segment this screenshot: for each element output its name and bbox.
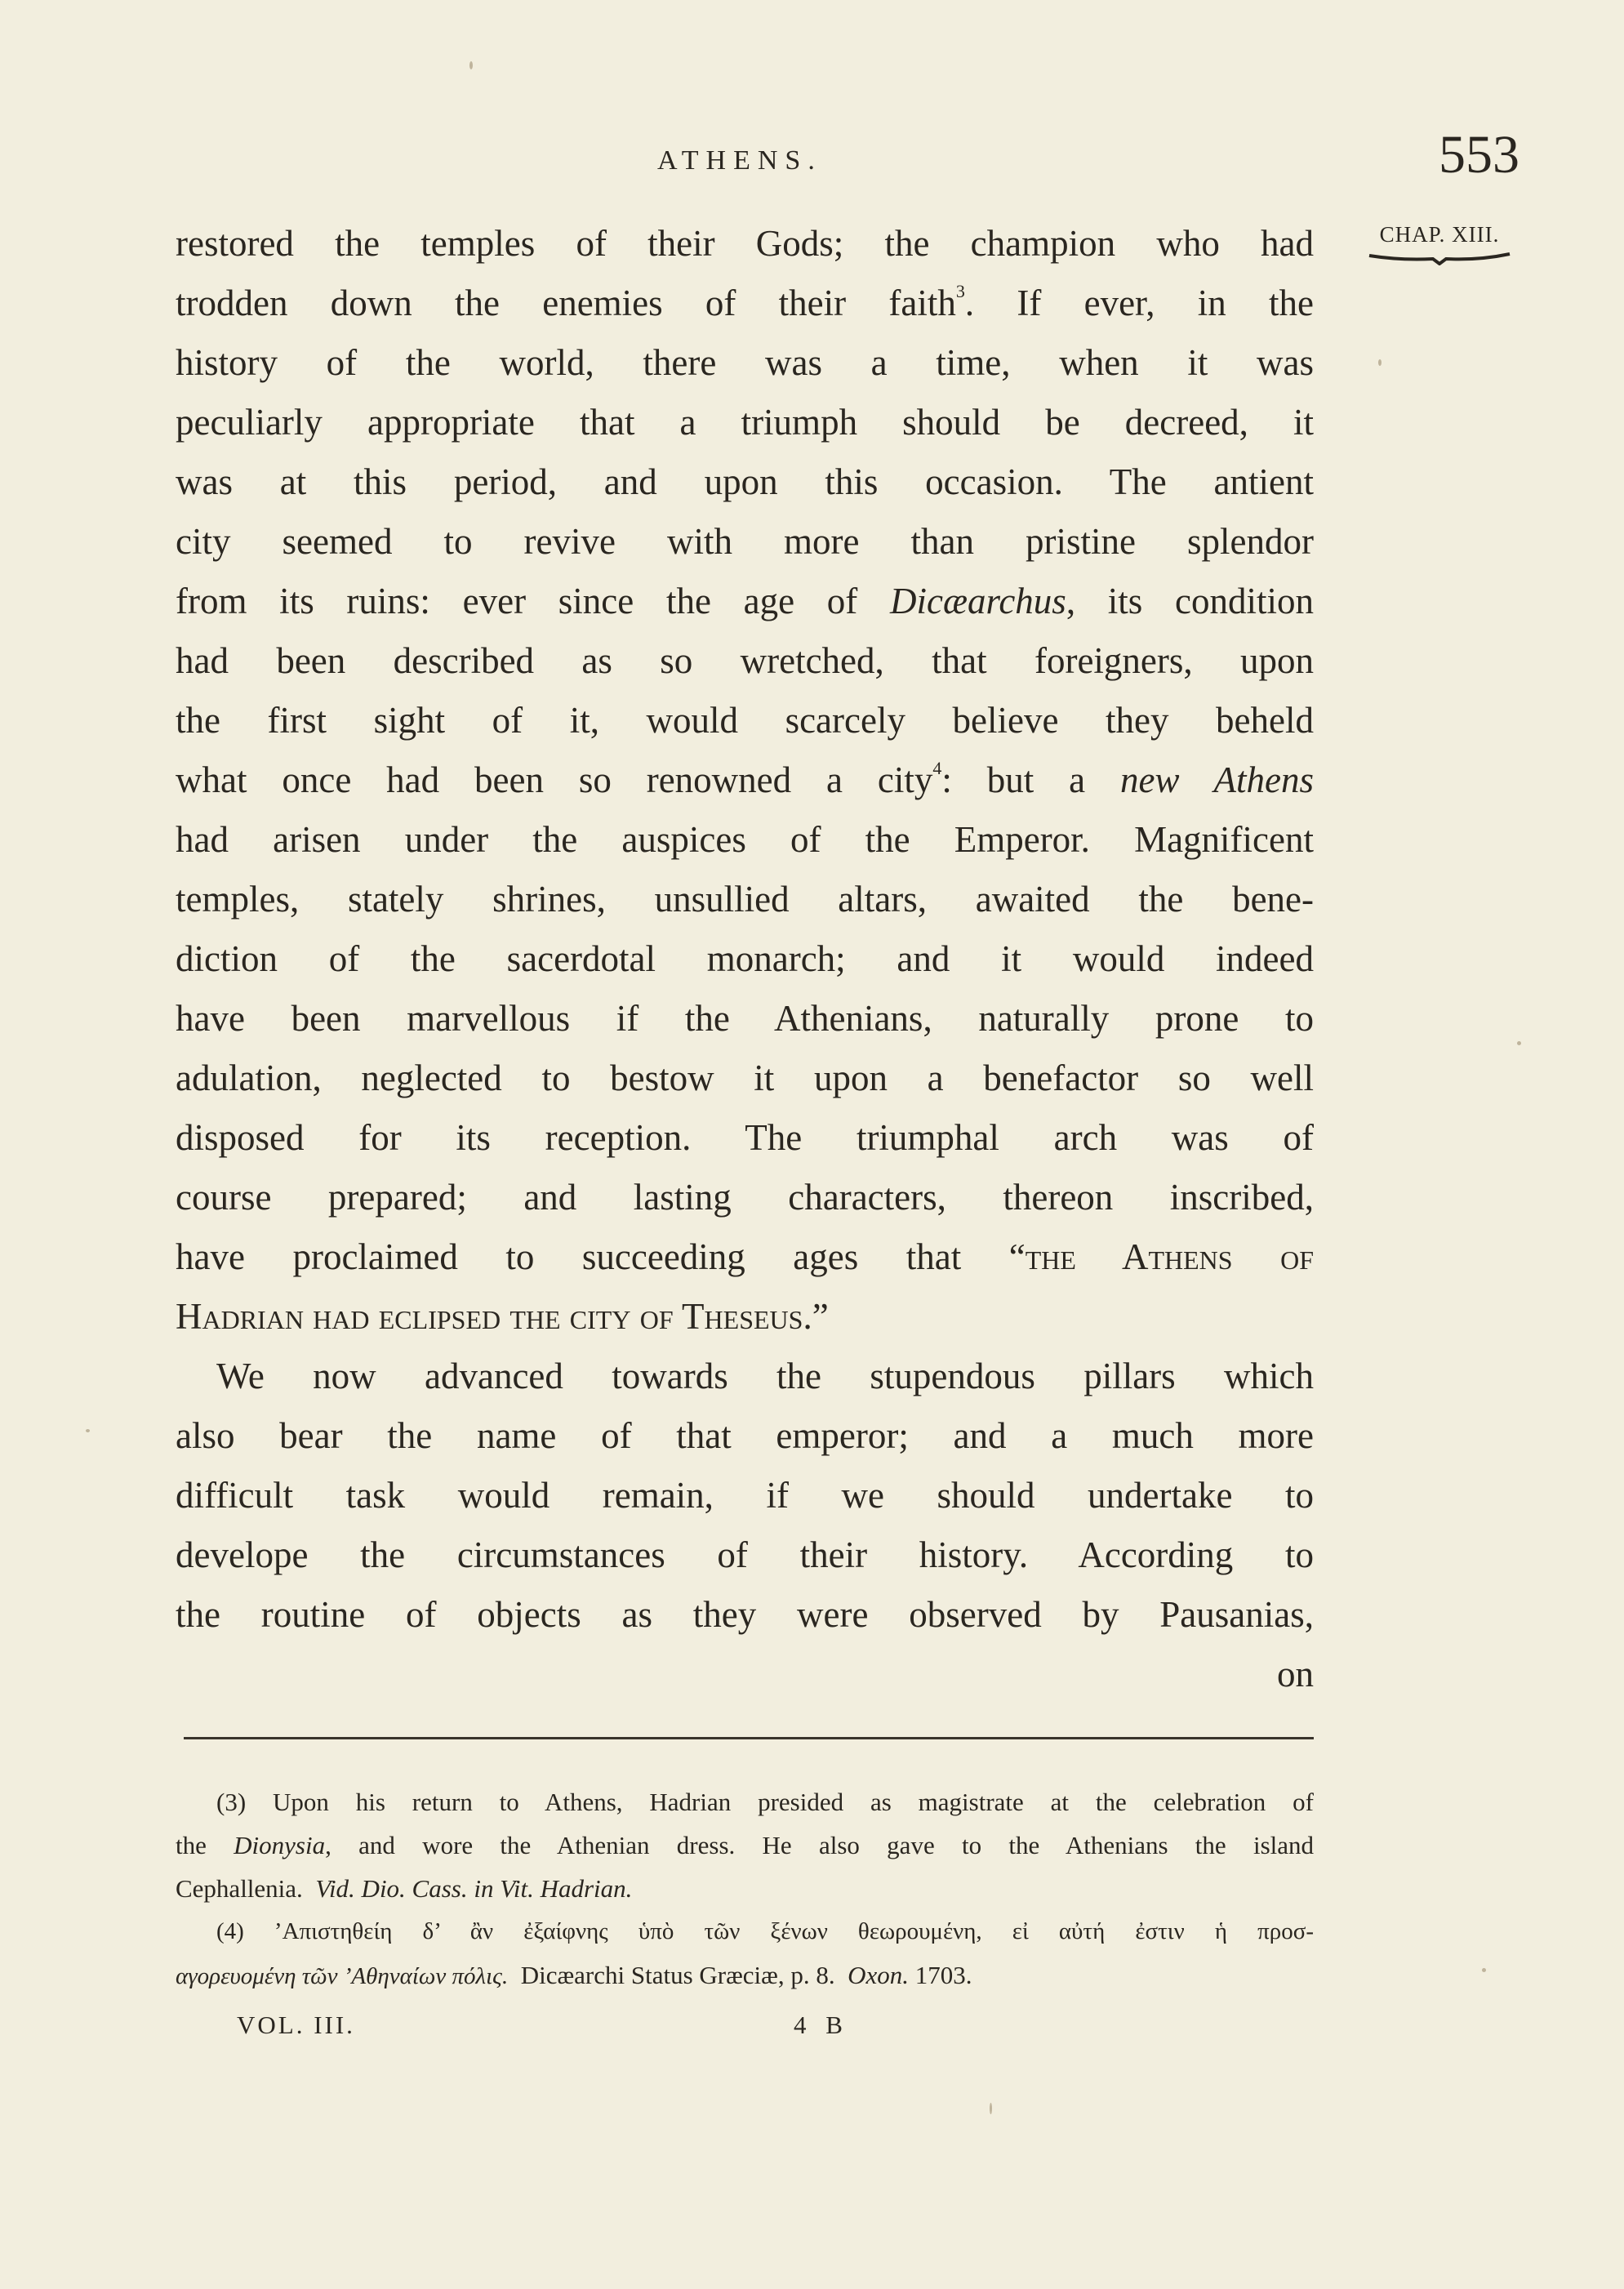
paper-speck: [990, 2103, 992, 2114]
text-line: have proclaimed to succeeding ages that “the Athens of: [176, 1236, 1314, 1277]
footnote-ref: 4: [932, 758, 942, 778]
footnote-3: (3) Upon his return to Athens, Hadrian presided as magistrate at the celebration of: [216, 1788, 1314, 1816]
text-line: the routine of objects as they were observed by Pausanias,: [176, 1594, 1314, 1635]
paper-speck: [1378, 359, 1382, 366]
chapter-label: CHAP. XIII.: [1379, 222, 1500, 247]
paper-speck: [86, 1429, 90, 1432]
text-line: also bear the name of that emperor; and a much more: [176, 1415, 1314, 1456]
text-line: diction of the sacerdotal monarch; and it would indeed: [176, 938, 1314, 979]
text-line: restored the temples of their Gods; the champion who had: [176, 223, 1314, 264]
text-line: adulation, neglected to bestow it upon a benefactor so well: [176, 1058, 1314, 1098]
text-line: peculiarly appropriate that a triumph should be decreed, it: [176, 402, 1314, 443]
brace-icon: [1368, 252, 1511, 265]
text-line: the first sight of it, would scarcely believe they beheld: [176, 700, 1314, 741]
text-line: have been marvellous if the Athenians, naturally prone to: [176, 998, 1314, 1039]
volume-label: VOL. III.: [237, 2011, 355, 2039]
text-line: course prepared; and lasting characters, thereon inscribed,: [176, 1177, 1314, 1218]
text-line: city seemed to revive with more than pristine splendor: [176, 521, 1314, 562]
text-line: develope the circumstances of their history. According to: [176, 1534, 1314, 1575]
footnote-4: (4) ’Απιστηθείη δ’ ἂν ἐξαίφνης ὑπὸ τῶν ξένων θεωρουμένη, εἰ αὐτή ἐστιν ἡ προσ-: [216, 1918, 1314, 1944]
paper-speck: [1517, 1041, 1521, 1045]
footnote-line: Cephallenia. Vid. Dio. Cass. in Vit. Hadrian.: [176, 1874, 633, 1903]
text-line: was at this period, and upon this occasion. The antient: [176, 461, 1314, 502]
text-line: had been described as so wretched, that foreigners, upon: [176, 640, 1314, 681]
paper-speck: [469, 61, 473, 69]
text-line: from its ruins: ever since the age of Dicæarchus, its condition: [176, 581, 1315, 621]
text-line: disposed for its reception. The triumphal arch was of: [176, 1117, 1314, 1158]
page-number: 553: [1439, 125, 1519, 185]
body-text: [176, 214, 1314, 1704]
signature-mark: 4 B: [794, 2011, 849, 2039]
running-title: ATHENS.: [657, 145, 822, 176]
paper-speck: [1482, 1968, 1486, 1972]
footnote-ref: 3: [955, 281, 965, 301]
footnote-line: αγορευομένη τῶν ’Αθηναίων πόλις. Dicæarchi Status Græciæ, p. 8. Oxon. 1703.: [176, 1961, 972, 1989]
margin-note: [1362, 222, 1517, 269]
text-line: trodden down the enemies of their faith$^3$. If ever, in the: [176, 281, 1314, 323]
footnote-line: the Dionysia, and wore the Athenian dress. He also gave to the Athenians the island: [176, 1831, 1315, 1859]
text-line: what once had been so renowned a city$^4$: but a new Athens: [176, 758, 1314, 800]
text-line: history of the world, there was a time, when it was: [176, 342, 1314, 383]
signature-line: [237, 2011, 972, 2051]
catchword: on: [1277, 1654, 1314, 1694]
running-head: [176, 125, 1519, 188]
footnotes: [176, 1780, 1314, 1997]
text-line: Hadrian had eclipsed the city of Theseus.”: [176, 1296, 829, 1337]
footnote-rule: [184, 1737, 1314, 1739]
text-line: temples, stately shrines, unsullied altars, awaited the bene-: [176, 879, 1314, 920]
text-line: had arisen under the auspices of the Emperor. Magnificent: [176, 819, 1314, 860]
text-line: difficult task would remain, if we should undertake to: [176, 1475, 1314, 1516]
paragraph-start: We now advanced towards the stupendous pillars which: [216, 1356, 1314, 1396]
